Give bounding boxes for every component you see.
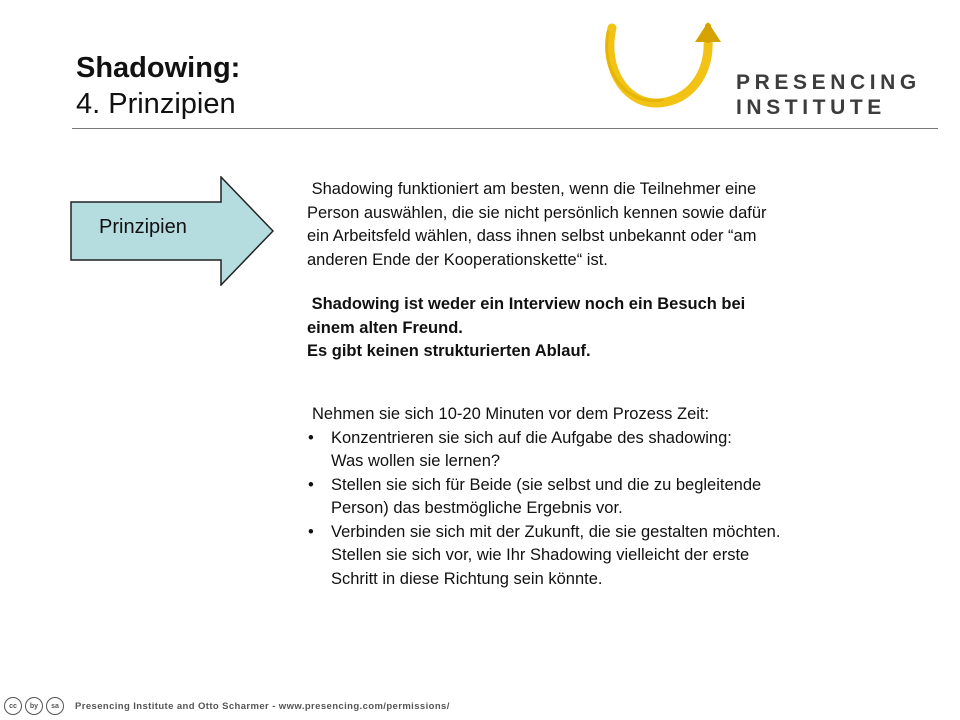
bullet-continuation: Was wollen sie lernen? — [331, 452, 501, 470]
bullet-text: Konzentrieren sie sich auf die Aufgabe des shadowing: — [331, 428, 732, 447]
bullet-icon: • — [308, 522, 314, 541]
logo-line1: PRESENCING — [736, 71, 921, 94]
bullet-continuation: Schritt in diese Richtung sein könnte. — [331, 569, 603, 588]
preparation-section — [307, 403, 947, 591]
paragraph-intro — [307, 178, 927, 272]
title-main: Shadowing: — [76, 52, 241, 84]
share-alike-icon: sa — [46, 697, 64, 715]
license-footer — [4, 696, 450, 716]
paragraph-line: Shadowing ist weder ein Interview noch ein Besuch bei — [307, 295, 746, 313]
paragraph-line: einem alten Freund. — [307, 318, 463, 337]
paragraph-line: ein Arbeitsfeld wählen, dass ihnen selbst unbekannt oder “am — [307, 227, 757, 245]
title-subtitle: 4. Prinzipien — [76, 88, 236, 120]
preparation-lead: Nehmen sie sich 10-20 Minuten vor dem Prozess Zeit: — [312, 405, 710, 423]
footer-text: Presencing Institute and Otto Scharmer - www.presencing.com/permissions/ — [75, 700, 450, 712]
bullet-item — [307, 474, 947, 521]
bullet-continuation: Stellen sie sich vor, wie Ihr Shadowing vielleicht der erste — [331, 546, 750, 564]
bullet-text: Stellen sie sich für Beide (sie selbst und die zu begleitende — [331, 475, 762, 494]
header-divider — [72, 128, 938, 129]
attribution-icon: by — [25, 697, 43, 715]
slide-title — [76, 50, 240, 122]
paragraph-line: Person auswählen, die sie nicht persönlich kennen sowie dafür — [307, 203, 767, 222]
logo-line2: INSTITUTE — [736, 96, 886, 119]
paragraph-line: anderen Ende der Kooperationskette“ ist. — [307, 250, 608, 269]
logo-wordmark — [736, 70, 921, 120]
bullet-continuation: Person) das bestmögliche Ergebnis vor. — [331, 499, 623, 517]
paragraph-emphasis — [307, 293, 927, 364]
bullet-text: Verbinden sie sich mit der Zukunft, die sie gestalten möchten. — [331, 522, 781, 541]
arrow-label: Prinzipien — [99, 216, 187, 238]
bullet-item — [307, 427, 947, 474]
paragraph-line: Es gibt keinen strukturierten Ablauf. — [307, 342, 591, 360]
bullet-icon: • — [308, 428, 314, 447]
bullet-icon: • — [308, 475, 314, 494]
cc-icon: cc — [4, 697, 22, 715]
bullet-item — [307, 521, 947, 592]
presencing-logo-icon — [598, 20, 730, 116]
paragraph-line: Shadowing funktioniert am besten, wenn die Teilnehmer eine — [307, 180, 757, 198]
